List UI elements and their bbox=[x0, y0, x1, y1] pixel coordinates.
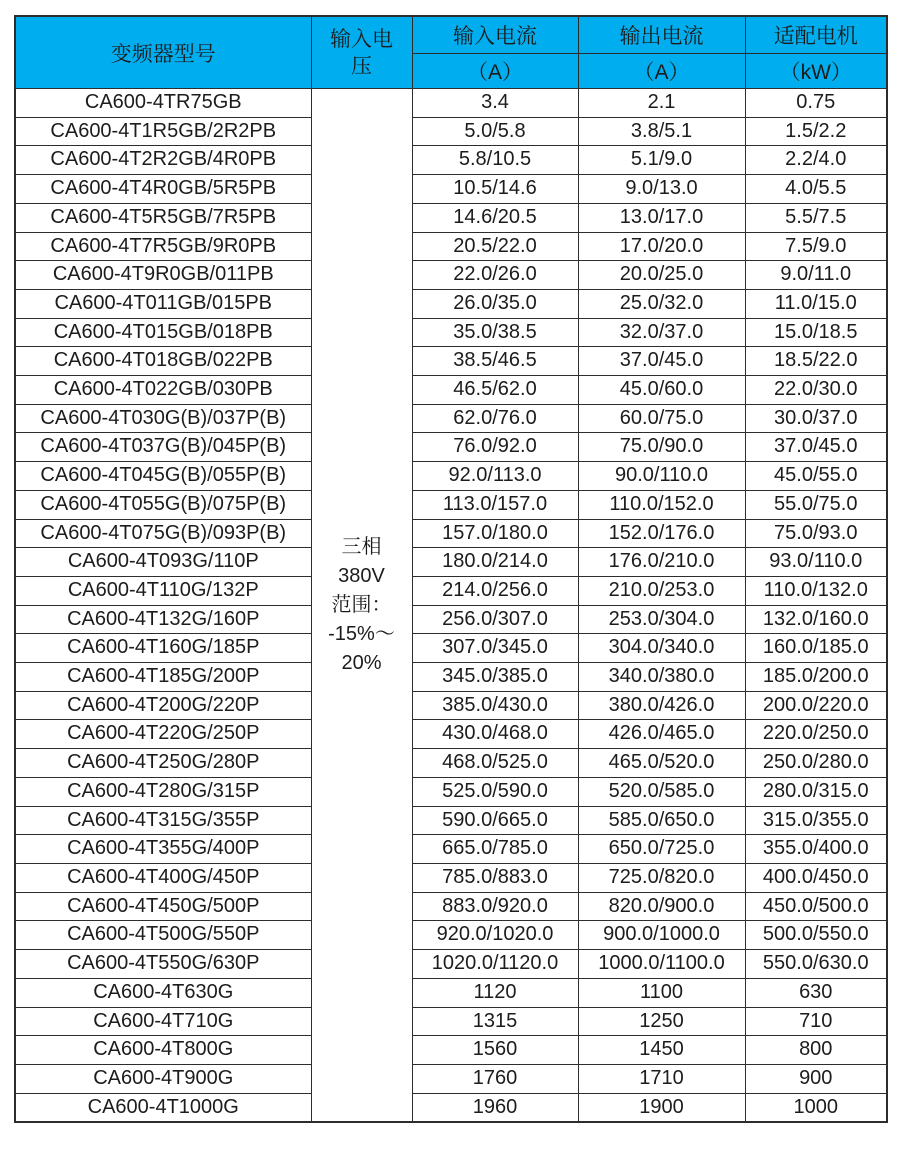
table-row bbox=[15, 404, 887, 433]
input-current-cell: 385.0/430.0 bbox=[412, 691, 578, 720]
output-current-cell: 90.0/110.0 bbox=[578, 462, 745, 491]
model-cell: CA600-4T037G(B)/045P(B) bbox=[15, 433, 311, 462]
input-current-cell: 525.0/590.0 bbox=[412, 777, 578, 806]
table-row bbox=[15, 1036, 887, 1065]
input-current-cell: 1020.0/1120.0 bbox=[412, 950, 578, 979]
model-cell: CA600-4T550G/630P bbox=[15, 950, 311, 979]
input-current-cell: 10.5/14.6 bbox=[412, 175, 578, 204]
output-current-cell: 650.0/725.0 bbox=[578, 835, 745, 864]
input-current-cell: 883.0/920.0 bbox=[412, 892, 578, 921]
model-cell: CA600-4T1R5GB/2R2PB bbox=[15, 117, 311, 146]
model-cell: CA600-4T185G/200P bbox=[15, 663, 311, 692]
output-current-cell: 2.1 bbox=[578, 89, 745, 118]
model-cell: CA600-4T500G/550P bbox=[15, 921, 311, 950]
adapted-motor-cell: 315.0/355.0 bbox=[745, 806, 887, 835]
model-cell: CA600-4T220G/250P bbox=[15, 720, 311, 749]
adapted-motor-cell: 22.0/30.0 bbox=[745, 376, 887, 405]
output-current-cell: 253.0/304.0 bbox=[578, 605, 745, 634]
table-row bbox=[15, 663, 887, 692]
output-current-cell: 1250 bbox=[578, 1007, 745, 1036]
output-current-cell: 20.0/25.0 bbox=[578, 261, 745, 290]
input-current-cell: 46.5/62.0 bbox=[412, 376, 578, 405]
input-current-cell: 62.0/76.0 bbox=[412, 404, 578, 433]
table-row bbox=[15, 950, 887, 979]
output-current-cell: 25.0/32.0 bbox=[578, 289, 745, 318]
table-row bbox=[15, 835, 887, 864]
header-input-voltage bbox=[311, 16, 412, 89]
table-row bbox=[15, 1007, 887, 1036]
adapted-motor-cell: 11.0/15.0 bbox=[745, 289, 887, 318]
output-current-cell: 75.0/90.0 bbox=[578, 433, 745, 462]
header-input-current: 输入电流 bbox=[412, 16, 578, 54]
input-current-cell: 590.0/665.0 bbox=[412, 806, 578, 835]
adapted-motor-cell: 220.0/250.0 bbox=[745, 720, 887, 749]
input-current-cell: 5.8/10.5 bbox=[412, 146, 578, 175]
output-current-cell: 210.0/253.0 bbox=[578, 576, 745, 605]
header-input-voltage-line2: 压 bbox=[351, 54, 372, 78]
input-voltage-cell bbox=[311, 89, 412, 1123]
adapted-motor-cell: 4.0/5.5 bbox=[745, 175, 887, 204]
input-current-cell: 3.4 bbox=[412, 89, 578, 118]
input-current-cell: 113.0/157.0 bbox=[412, 490, 578, 519]
table-row bbox=[15, 433, 887, 462]
output-current-cell: 110.0/152.0 bbox=[578, 490, 745, 519]
model-cell: CA600-4T280G/315P bbox=[15, 777, 311, 806]
input-current-cell: 430.0/468.0 bbox=[412, 720, 578, 749]
header-adapted-motor: 适配电机 bbox=[745, 16, 887, 54]
output-current-cell: 1900 bbox=[578, 1093, 745, 1122]
input-current-cell: 76.0/92.0 bbox=[412, 433, 578, 462]
input-current-cell: 785.0/883.0 bbox=[412, 863, 578, 892]
header-output-current-unit: （A） bbox=[578, 54, 745, 89]
adapted-motor-cell: 0.75 bbox=[745, 89, 887, 118]
input-current-cell: 345.0/385.0 bbox=[412, 663, 578, 692]
input-current-cell: 468.0/525.0 bbox=[412, 749, 578, 778]
model-cell: CA600-4T132G/160P bbox=[15, 605, 311, 634]
model-cell: CA600-4T1000G bbox=[15, 1093, 311, 1122]
table-row bbox=[15, 806, 887, 835]
model-cell: CA600-4T093G/110P bbox=[15, 548, 311, 577]
model-cell: CA600-4TR75GB bbox=[15, 89, 311, 118]
model-cell: CA600-4T075G(B)/093P(B) bbox=[15, 519, 311, 548]
input-current-cell: 307.0/345.0 bbox=[412, 634, 578, 663]
adapted-motor-cell: 5.5/7.5 bbox=[745, 203, 887, 232]
adapted-motor-cell: 37.0/45.0 bbox=[745, 433, 887, 462]
input-voltage-line: 三相 bbox=[341, 535, 382, 558]
table-row bbox=[15, 634, 887, 663]
input-current-cell: 1560 bbox=[412, 1036, 578, 1065]
output-current-cell: 900.0/1000.0 bbox=[578, 921, 745, 950]
adapted-motor-cell: 280.0/315.0 bbox=[745, 777, 887, 806]
input-current-cell: 26.0/35.0 bbox=[412, 289, 578, 318]
input-current-cell: 5.0/5.8 bbox=[412, 117, 578, 146]
table-row bbox=[15, 146, 887, 175]
table-row bbox=[15, 863, 887, 892]
input-current-cell: 1315 bbox=[412, 1007, 578, 1036]
input-current-cell: 20.5/22.0 bbox=[412, 232, 578, 261]
output-current-cell: 1450 bbox=[578, 1036, 745, 1065]
output-current-cell: 176.0/210.0 bbox=[578, 548, 745, 577]
input-voltage-line: 20% bbox=[341, 651, 382, 674]
model-cell: CA600-4T030G(B)/037P(B) bbox=[15, 404, 311, 433]
table-row bbox=[15, 490, 887, 519]
output-current-cell: 1710 bbox=[578, 1064, 745, 1093]
output-current-cell: 1100 bbox=[578, 978, 745, 1007]
table-row bbox=[15, 318, 887, 347]
input-voltage-line: 380V bbox=[338, 564, 385, 587]
adapted-motor-cell: 93.0/110.0 bbox=[745, 548, 887, 577]
input-current-cell: 14.6/20.5 bbox=[412, 203, 578, 232]
model-cell: CA600-4T055G(B)/075P(B) bbox=[15, 490, 311, 519]
model-cell: CA600-4T900G bbox=[15, 1064, 311, 1093]
output-current-cell: 520.0/585.0 bbox=[578, 777, 745, 806]
adapted-motor-cell: 160.0/185.0 bbox=[745, 634, 887, 663]
adapted-motor-cell: 1000 bbox=[745, 1093, 887, 1122]
input-current-cell: 256.0/307.0 bbox=[412, 605, 578, 634]
input-current-cell: 1760 bbox=[412, 1064, 578, 1093]
table-row bbox=[15, 605, 887, 634]
header-input-current-unit: （A） bbox=[412, 54, 578, 89]
input-current-cell: 22.0/26.0 bbox=[412, 261, 578, 290]
adapted-motor-cell: 9.0/11.0 bbox=[745, 261, 887, 290]
table-row bbox=[15, 720, 887, 749]
header-model: 变频器型号 bbox=[15, 16, 311, 89]
model-cell: CA600-4T355G/400P bbox=[15, 835, 311, 864]
adapted-motor-cell: 450.0/500.0 bbox=[745, 892, 887, 921]
output-current-cell: 426.0/465.0 bbox=[578, 720, 745, 749]
model-cell: CA600-4T160G/185P bbox=[15, 634, 311, 663]
header-motor-unit: （kW） bbox=[745, 54, 887, 89]
output-current-cell: 465.0/520.0 bbox=[578, 749, 745, 778]
input-current-cell: 214.0/256.0 bbox=[412, 576, 578, 605]
table-row bbox=[15, 777, 887, 806]
output-current-cell: 32.0/37.0 bbox=[578, 318, 745, 347]
adapted-motor-cell: 550.0/630.0 bbox=[745, 950, 887, 979]
table-row bbox=[15, 376, 887, 405]
inverter-spec-table bbox=[14, 15, 888, 1123]
output-current-cell: 3.8/5.1 bbox=[578, 117, 745, 146]
input-current-cell: 35.0/38.5 bbox=[412, 318, 578, 347]
output-current-cell: 60.0/75.0 bbox=[578, 404, 745, 433]
model-cell: CA600-4T022GB/030PB bbox=[15, 376, 311, 405]
table-row bbox=[15, 1064, 887, 1093]
input-voltage-line: -15%～ bbox=[328, 622, 395, 645]
adapted-motor-cell: 710 bbox=[745, 1007, 887, 1036]
adapted-motor-cell: 185.0/200.0 bbox=[745, 663, 887, 692]
output-current-cell: 340.0/380.0 bbox=[578, 663, 745, 692]
table-row bbox=[15, 548, 887, 577]
table-row bbox=[15, 749, 887, 778]
adapted-motor-cell: 900 bbox=[745, 1064, 887, 1093]
adapted-motor-cell: 2.2/4.0 bbox=[745, 146, 887, 175]
model-cell: CA600-4T315G/355P bbox=[15, 806, 311, 835]
header-output-current: 输出电流 bbox=[578, 16, 745, 54]
input-voltage-line: 范围： bbox=[331, 593, 392, 616]
table-body bbox=[15, 89, 887, 1123]
table-row bbox=[15, 89, 887, 118]
table-row bbox=[15, 347, 887, 376]
adapted-motor-cell: 18.5/22.0 bbox=[745, 347, 887, 376]
adapted-motor-cell: 15.0/18.5 bbox=[745, 318, 887, 347]
output-current-cell: 725.0/820.0 bbox=[578, 863, 745, 892]
model-cell: CA600-4T018GB/022PB bbox=[15, 347, 311, 376]
adapted-motor-cell: 7.5/9.0 bbox=[745, 232, 887, 261]
table-row bbox=[15, 576, 887, 605]
adapted-motor-cell: 630 bbox=[745, 978, 887, 1007]
output-current-cell: 152.0/176.0 bbox=[578, 519, 745, 548]
output-current-cell: 585.0/650.0 bbox=[578, 806, 745, 835]
table-row bbox=[15, 289, 887, 318]
adapted-motor-cell: 45.0/55.0 bbox=[745, 462, 887, 491]
table-row bbox=[15, 921, 887, 950]
header-input-voltage-line1: 输入电 bbox=[330, 27, 393, 51]
output-current-cell: 1000.0/1100.0 bbox=[578, 950, 745, 979]
input-current-cell: 180.0/214.0 bbox=[412, 548, 578, 577]
model-cell: CA600-4T5R5GB/7R5PB bbox=[15, 203, 311, 232]
adapted-motor-cell: 1.5/2.2 bbox=[745, 117, 887, 146]
table-row bbox=[15, 117, 887, 146]
model-cell: CA600-4T800G bbox=[15, 1036, 311, 1065]
table-row bbox=[15, 232, 887, 261]
input-current-cell: 92.0/113.0 bbox=[412, 462, 578, 491]
model-cell: CA600-4T011GB/015PB bbox=[15, 289, 311, 318]
table-row bbox=[15, 978, 887, 1007]
table-row bbox=[15, 261, 887, 290]
adapted-motor-cell: 75.0/93.0 bbox=[745, 519, 887, 548]
output-current-cell: 304.0/340.0 bbox=[578, 634, 745, 663]
table-row bbox=[15, 519, 887, 548]
model-cell: CA600-4T200G/220P bbox=[15, 691, 311, 720]
table-row bbox=[15, 203, 887, 232]
table-row bbox=[15, 462, 887, 491]
adapted-motor-cell: 355.0/400.0 bbox=[745, 835, 887, 864]
input-current-cell: 665.0/785.0 bbox=[412, 835, 578, 864]
adapted-motor-cell: 132.0/160.0 bbox=[745, 605, 887, 634]
output-current-cell: 5.1/9.0 bbox=[578, 146, 745, 175]
table-row bbox=[15, 1093, 887, 1122]
input-current-cell: 38.5/46.5 bbox=[412, 347, 578, 376]
input-current-cell: 1960 bbox=[412, 1093, 578, 1122]
adapted-motor-cell: 200.0/220.0 bbox=[745, 691, 887, 720]
adapted-motor-cell: 800 bbox=[745, 1036, 887, 1065]
model-cell: CA600-4T630G bbox=[15, 978, 311, 1007]
table-row bbox=[15, 175, 887, 204]
input-current-cell: 1120 bbox=[412, 978, 578, 1007]
model-cell: CA600-4T7R5GB/9R0PB bbox=[15, 232, 311, 261]
adapted-motor-cell: 30.0/37.0 bbox=[745, 404, 887, 433]
output-current-cell: 820.0/900.0 bbox=[578, 892, 745, 921]
table-row bbox=[15, 892, 887, 921]
output-current-cell: 45.0/60.0 bbox=[578, 376, 745, 405]
model-cell: CA600-4T250G/280P bbox=[15, 749, 311, 778]
output-current-cell: 37.0/45.0 bbox=[578, 347, 745, 376]
input-current-cell: 157.0/180.0 bbox=[412, 519, 578, 548]
adapted-motor-cell: 55.0/75.0 bbox=[745, 490, 887, 519]
header-row-1 bbox=[15, 16, 887, 54]
output-current-cell: 380.0/426.0 bbox=[578, 691, 745, 720]
model-cell: CA600-4T400G/450P bbox=[15, 863, 311, 892]
model-cell: CA600-4T4R0GB/5R5PB bbox=[15, 175, 311, 204]
table-header bbox=[15, 16, 887, 89]
table-row bbox=[15, 691, 887, 720]
adapted-motor-cell: 250.0/280.0 bbox=[745, 749, 887, 778]
output-current-cell: 9.0/13.0 bbox=[578, 175, 745, 204]
model-cell: CA600-4T450G/500P bbox=[15, 892, 311, 921]
input-current-cell: 920.0/1020.0 bbox=[412, 921, 578, 950]
adapted-motor-cell: 400.0/450.0 bbox=[745, 863, 887, 892]
output-current-cell: 13.0/17.0 bbox=[578, 203, 745, 232]
output-current-cell: 17.0/20.0 bbox=[578, 232, 745, 261]
model-cell: CA600-4T045G(B)/055P(B) bbox=[15, 462, 311, 491]
adapted-motor-cell: 110.0/132.0 bbox=[745, 576, 887, 605]
model-cell: CA600-4T9R0GB/011PB bbox=[15, 261, 311, 290]
model-cell: CA600-4T2R2GB/4R0PB bbox=[15, 146, 311, 175]
adapted-motor-cell: 500.0/550.0 bbox=[745, 921, 887, 950]
model-cell: CA600-4T110G/132P bbox=[15, 576, 311, 605]
model-cell: CA600-4T015GB/018PB bbox=[15, 318, 311, 347]
model-cell: CA600-4T710G bbox=[15, 1007, 311, 1036]
